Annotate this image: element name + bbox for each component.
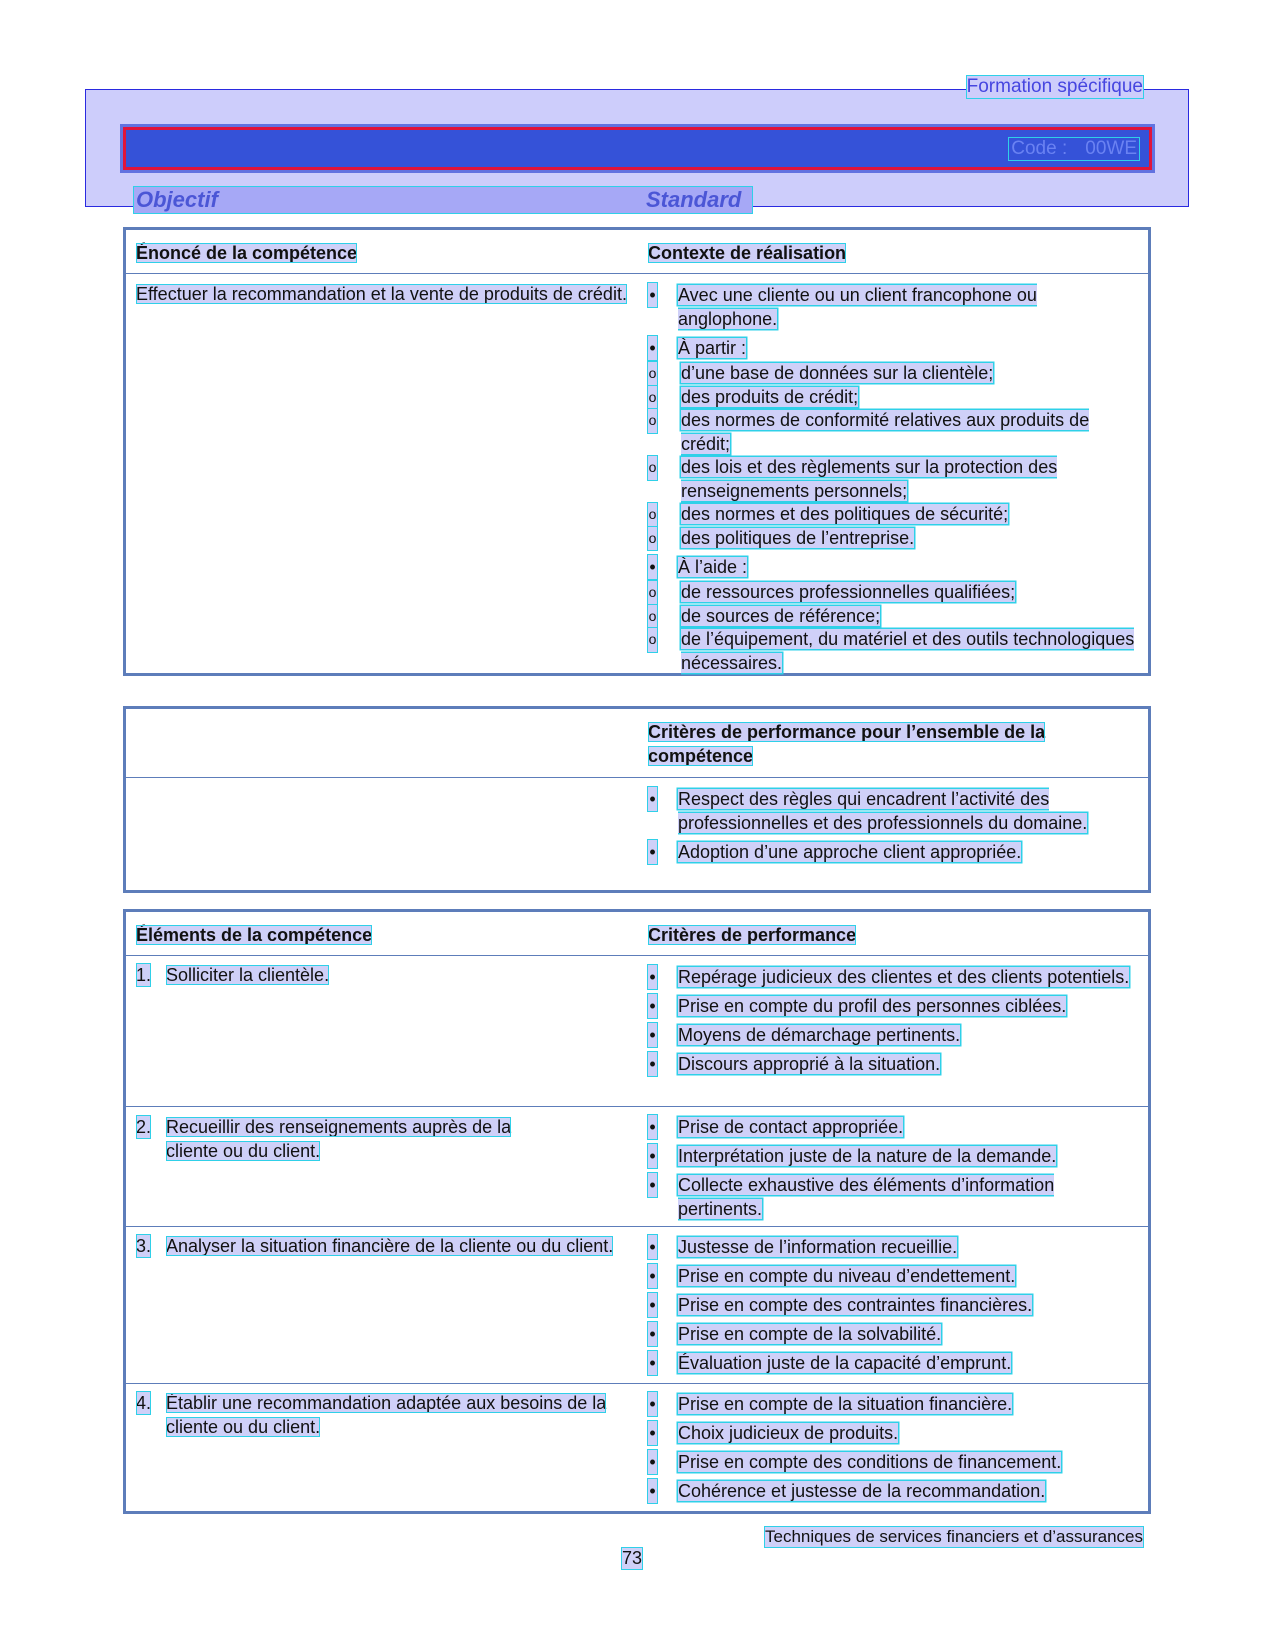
list-item: • Justesse de l’information recueillie. (648, 1235, 1138, 1259)
code-label-text: Code : (1011, 138, 1068, 159)
list-item: • Collecte exhaustive des éléments d’information pertinents. (648, 1173, 1138, 1221)
element-item: 2. Recueillir des renseignements auprès de la cliente ou du client. (136, 1117, 512, 1161)
list-item: • Repérage judicieux des clientes et des clients potentiels. (648, 965, 1138, 989)
competence-statement-table (123, 227, 1151, 676)
sub-list-item: o de l’équipement, du matériel et des outils technologiques nécessaires. (648, 628, 1138, 675)
element-item: 4. Établir une recommandation adaptée aux besoins de la cliente ou du client. (136, 1393, 607, 1437)
list-item: • Respect des règles qui encadrent l’activité des professionnelles et des professionnels du domaine. (648, 787, 1138, 835)
list-item: • Discours approprié à la situation. (648, 1052, 1138, 1076)
criteria-list (648, 1392, 1138, 1503)
criteria-heading: Critères de performance (648, 925, 857, 945)
objectif-label: Objectif (136, 187, 218, 212)
statement-heading: Énoncé de la compétence (136, 243, 358, 263)
context-list (648, 283, 1138, 675)
element-item: 1. Solliciter la clientèle. (136, 965, 330, 985)
overall-criteria-table (123, 706, 1151, 893)
context-heading: Contexte de réalisation (648, 243, 847, 263)
program-title: Techniques de services financiers et d’assurances (765, 1527, 1143, 1546)
page-number: 73 (622, 1548, 643, 1568)
criteria-list (648, 1115, 1138, 1221)
sub-list-item: o des normes et des politiques de sécurité; (648, 503, 1138, 527)
code-bar (123, 127, 1152, 170)
list-item: • Interprétation juste de la nature de la demande. (648, 1144, 1138, 1168)
overall-criteria-heading: Critères de performance pour l’ensemble de la compétence (648, 722, 1046, 766)
overall-criteria-list (648, 787, 1138, 864)
sub-list-item: o des produits de crédit; (648, 386, 1138, 410)
list-item: • Moyens de démarchage pertinents. (648, 1023, 1138, 1047)
sub-list-item: o des normes de conformité relatives aux produits de crédit; (648, 409, 1138, 456)
list-item: • Cohérence et justesse de la recommandation. (648, 1479, 1138, 1503)
list-item: • Adoption d’une approche client appropriée. (648, 840, 1138, 864)
criteria-list (648, 1235, 1138, 1375)
sub-list-item: o des politiques de l’entreprise. (648, 527, 1138, 551)
competence-statement: Effectuer la recommandation et la vente de produits de crédit. (136, 284, 627, 304)
list-item: • À partir : o d’une base de données sur la clientèle; o des produits de crédit; o des normes de conformité relatives aux produits de crédit; o des lois et des règlements sur la protection des renseignements personnels; o des normes et des politiques de sécurité; o des politiques de l’entreprise. (648, 336, 1138, 550)
list-item: • Prise en compte des conditions de financement. (648, 1450, 1138, 1474)
list-item: • À l’aide : o de ressources professionnelles qualifiées; o de sources de référence; o de l’équipement, du matériel et des outils technologiques nécessaires. (648, 555, 1138, 675)
list-item: • Prise en compte du niveau d’endettement. (648, 1264, 1138, 1288)
objective-standard-row (134, 187, 752, 213)
criteria-list (648, 965, 1138, 1076)
code-value: 00WE (1085, 138, 1137, 159)
sub-list (678, 581, 1138, 675)
sub-list-item: o de ressources professionnelles qualifiées; (648, 581, 1138, 605)
list-item: • Prise en compte de la solvabilité. (648, 1322, 1138, 1346)
elements-table (123, 909, 1151, 1514)
list-item: • Prise en compte des contraintes financières. (648, 1293, 1138, 1317)
code-label (1009, 138, 1139, 160)
list-item: • Prise en compte du profil des personnes ciblées. (648, 994, 1138, 1018)
list-item: • Choix judicieux de produits. (648, 1421, 1138, 1445)
sub-list-item: o des lois et des règlements sur la protection des renseignements personnels; (648, 456, 1138, 503)
sub-list (678, 362, 1138, 550)
element-item: 3. Analyser la situation financière de la cliente ou du client. (136, 1236, 614, 1256)
list-item: • Prise de contact appropriée. (648, 1115, 1138, 1139)
sub-list-item: o d’une base de données sur la clientèle; (648, 362, 1138, 386)
list-item: • Évaluation juste de la capacité d’emprunt. (648, 1351, 1138, 1375)
formation-label: Formation spécifique (966, 76, 1143, 97)
list-item: • Prise en compte de la situation financière. (648, 1392, 1138, 1416)
sub-list-item: o de sources de référence; (648, 605, 1138, 629)
elements-heading: Éléments de la compétence (136, 925, 373, 945)
standard-label: Standard (646, 187, 742, 212)
list-item: • Avec une cliente ou un client francophone ou anglophone. (648, 283, 1138, 331)
